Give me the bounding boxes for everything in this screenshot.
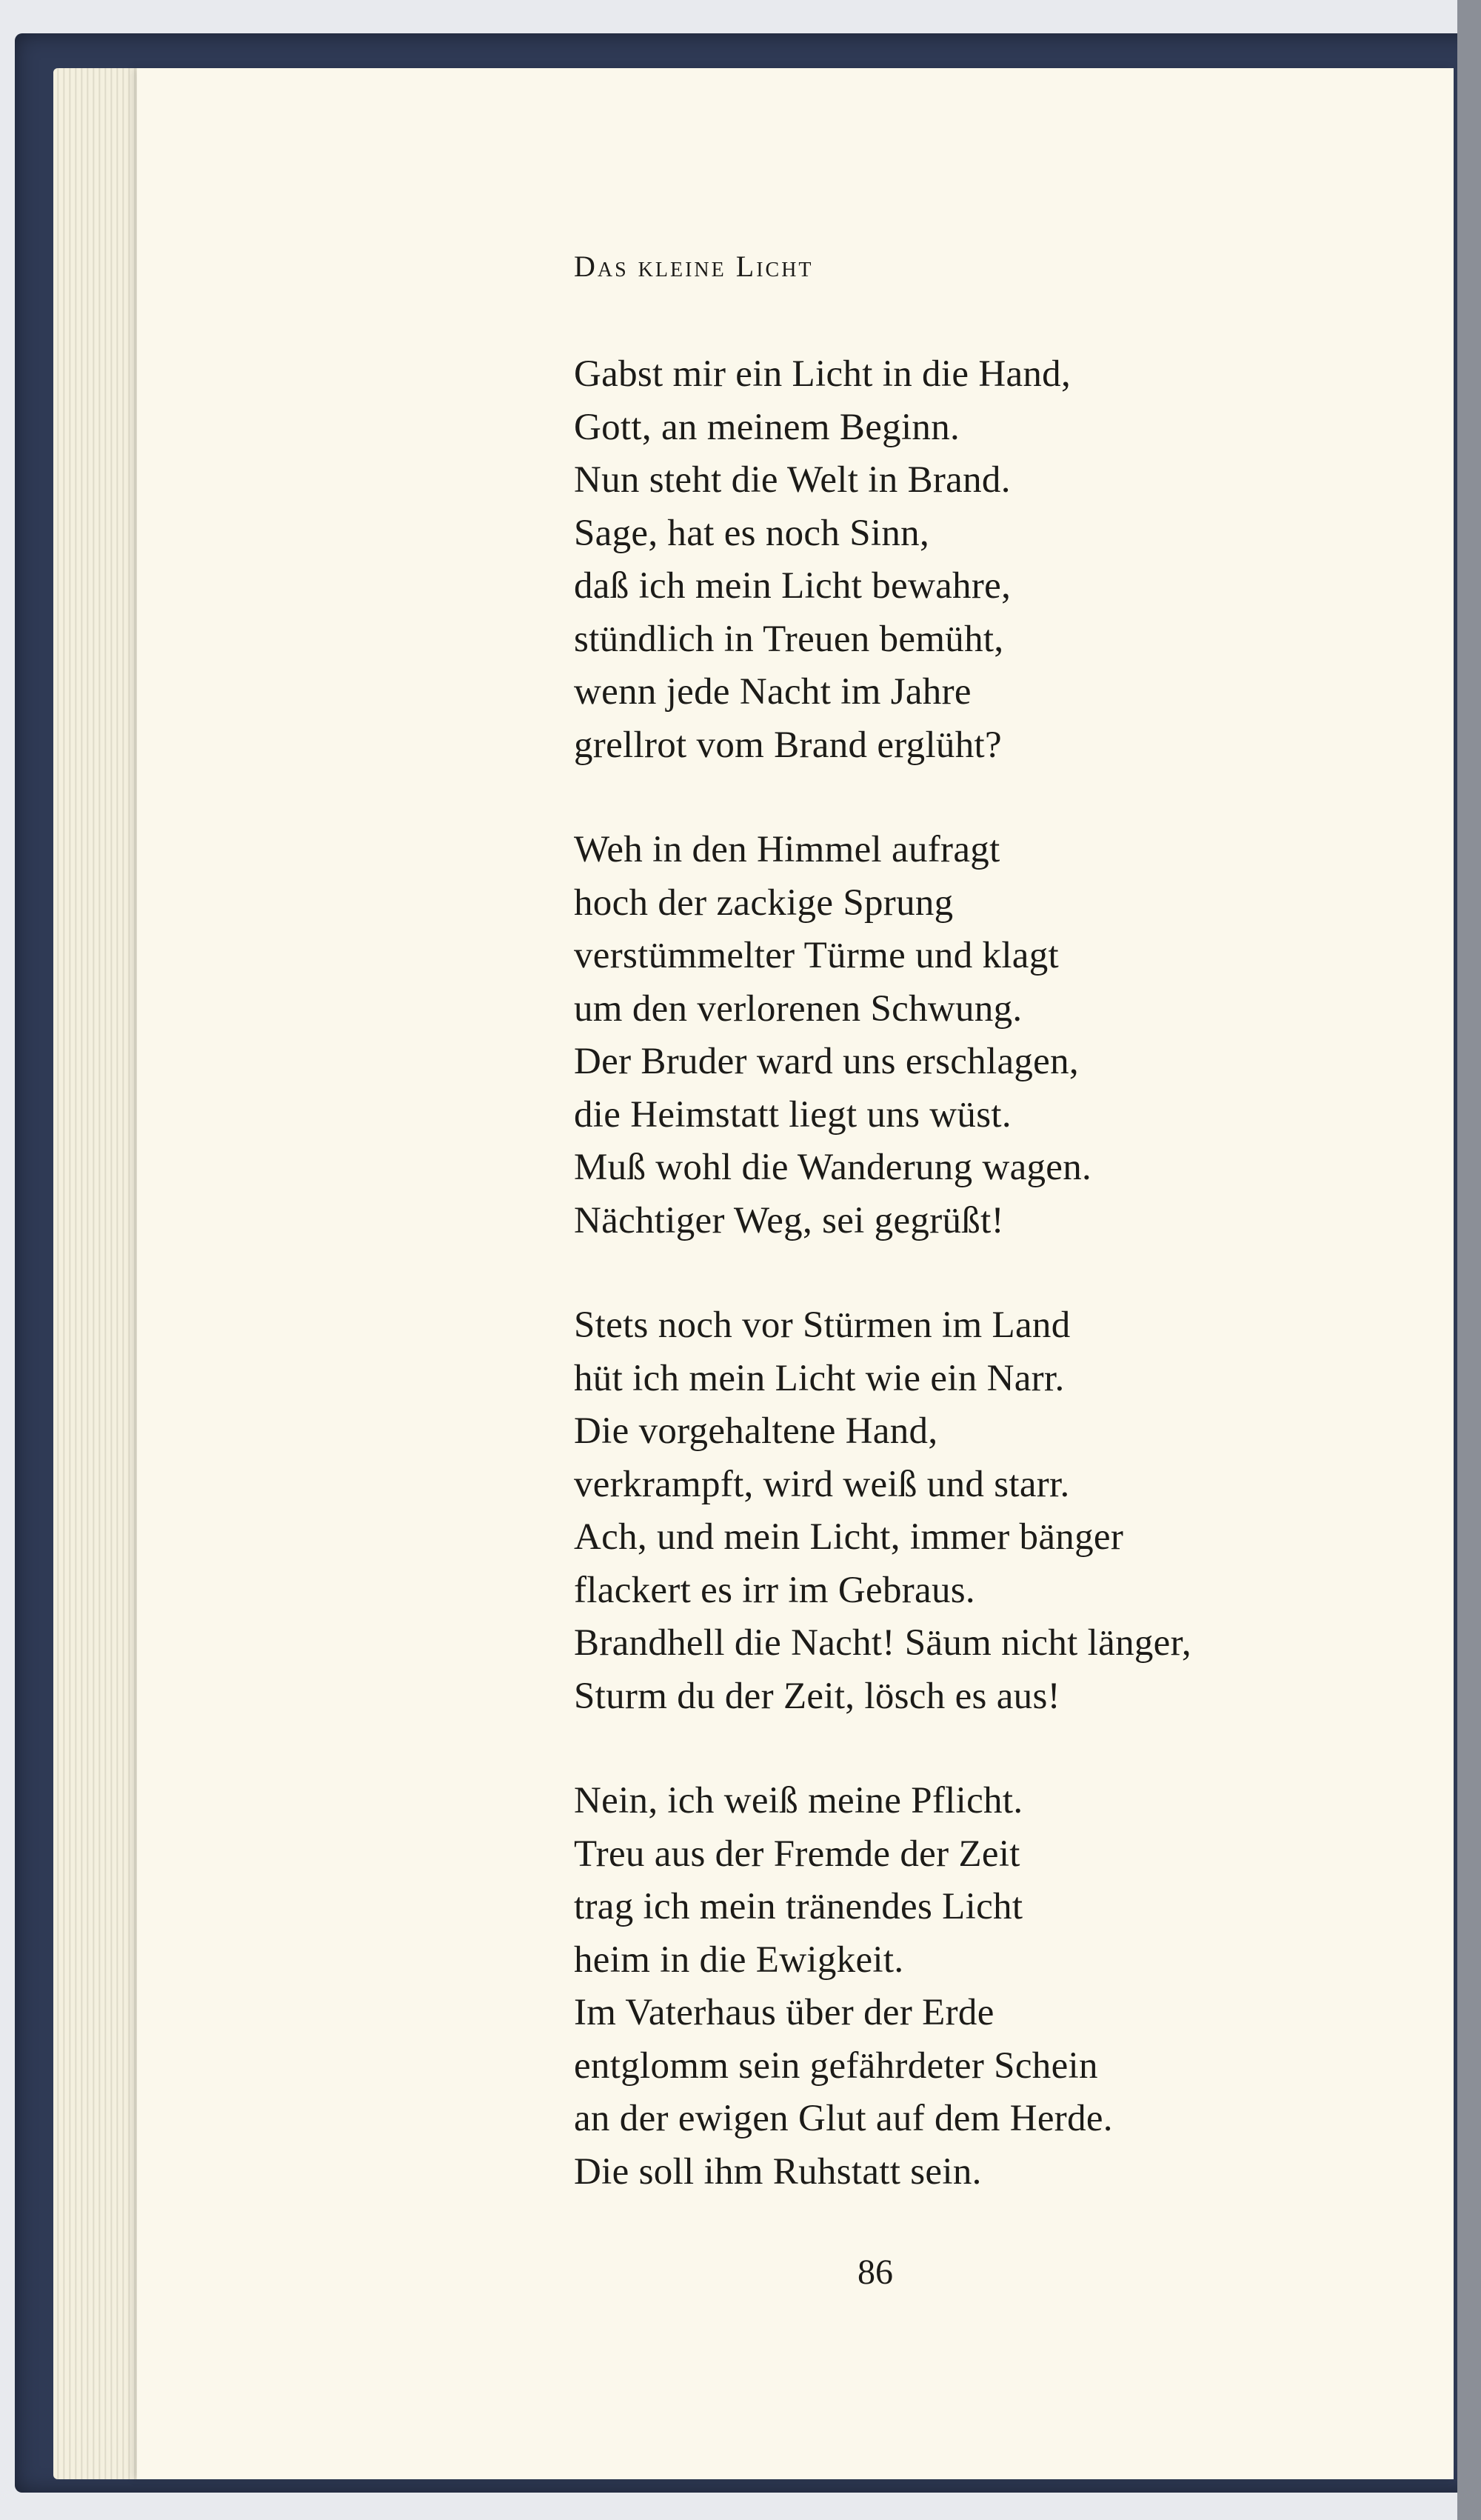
adjacent-page-edge xyxy=(1457,0,1481,2520)
poem-line: stündlich in Treuen bemüht, xyxy=(574,618,1004,660)
poem-line: Brandhell die Nacht! Säum nicht länger, xyxy=(574,1622,1191,1664)
poem-line: Nächtiger Weg, sei gegrüßt! xyxy=(574,1199,1004,1241)
stanza-4 xyxy=(574,1775,1314,2199)
poem-line: heim in die Ewigkeit. xyxy=(574,1939,904,1981)
poem-line: verkrampft, wird weiß und starr. xyxy=(574,1463,1070,1505)
poem-line: die Heimstatt liegt uns wüst. xyxy=(574,1093,1012,1136)
poem-line: Muß wohl die Wanderung wagen. xyxy=(574,1147,1092,1188)
poem xyxy=(574,244,1314,2250)
poem-line: Treu aus der Fremde der Zeit xyxy=(574,1833,1020,1875)
poem-line: daß ich mein Licht bewahre, xyxy=(574,565,1012,607)
poem-line: Weh in den Himmel aufragt xyxy=(574,829,1000,870)
poem-line: entglomm sein gefährdeter Schein xyxy=(574,2044,1098,2087)
poem-line: Gabst mir ein Licht in die Hand, xyxy=(574,353,1072,395)
poem-line: hoch der zackige Sprung xyxy=(574,881,954,924)
stanza-3 xyxy=(574,1299,1314,1723)
poem-line: hüt ich mein Licht wie ein Narr. xyxy=(574,1357,1065,1399)
poem-line: Ach, und mein Licht, immer bänger xyxy=(574,1516,1124,1558)
poem-line: Der Bruder ward uns erschlagen, xyxy=(574,1041,1079,1082)
stanza-2 xyxy=(574,824,1314,1247)
poem-line: trag ich mein tränendes Licht xyxy=(574,1886,1023,1927)
poem-line: Sage, hat es noch Sinn, xyxy=(574,512,929,554)
poem-line: verstümmelter Türme und klagt xyxy=(574,935,1060,976)
poem-line: Stets noch vor Stürmen im Land xyxy=(574,1304,1071,1346)
poem-line: Die soll ihm Ruhstatt sein. xyxy=(574,2150,982,2193)
poem-line: wenn jede Nacht im Jahre xyxy=(574,671,972,713)
page-edges xyxy=(53,68,138,2479)
page-number: 86 xyxy=(857,2253,893,2292)
poem-line: grellrot vom Brand erglüht? xyxy=(574,724,1002,766)
poem-line: Die vorgehaltene Hand, xyxy=(574,1410,938,1452)
poem-title: Das kleine Licht xyxy=(574,250,814,283)
poem-line: Nein, ich weiß meine Pflicht. xyxy=(574,1780,1023,1821)
poem-line: um den verlorenen Schwung. xyxy=(574,987,1023,1030)
poem-line: Im Vaterhaus über der Erde xyxy=(574,1992,994,2033)
poem-line: an der ewigen Glut auf dem Herde. xyxy=(574,2098,1113,2139)
stanza-1 xyxy=(574,348,1314,772)
poem-line: flackert es irr im Gebraus. xyxy=(574,1569,975,1611)
poem-line: Nun steht die Welt in Brand. xyxy=(574,459,1011,501)
poem-line: Gott, an meinem Beginn. xyxy=(574,406,960,448)
poem-line: Sturm du der Zeit, lösch es aus! xyxy=(574,1675,1060,1717)
